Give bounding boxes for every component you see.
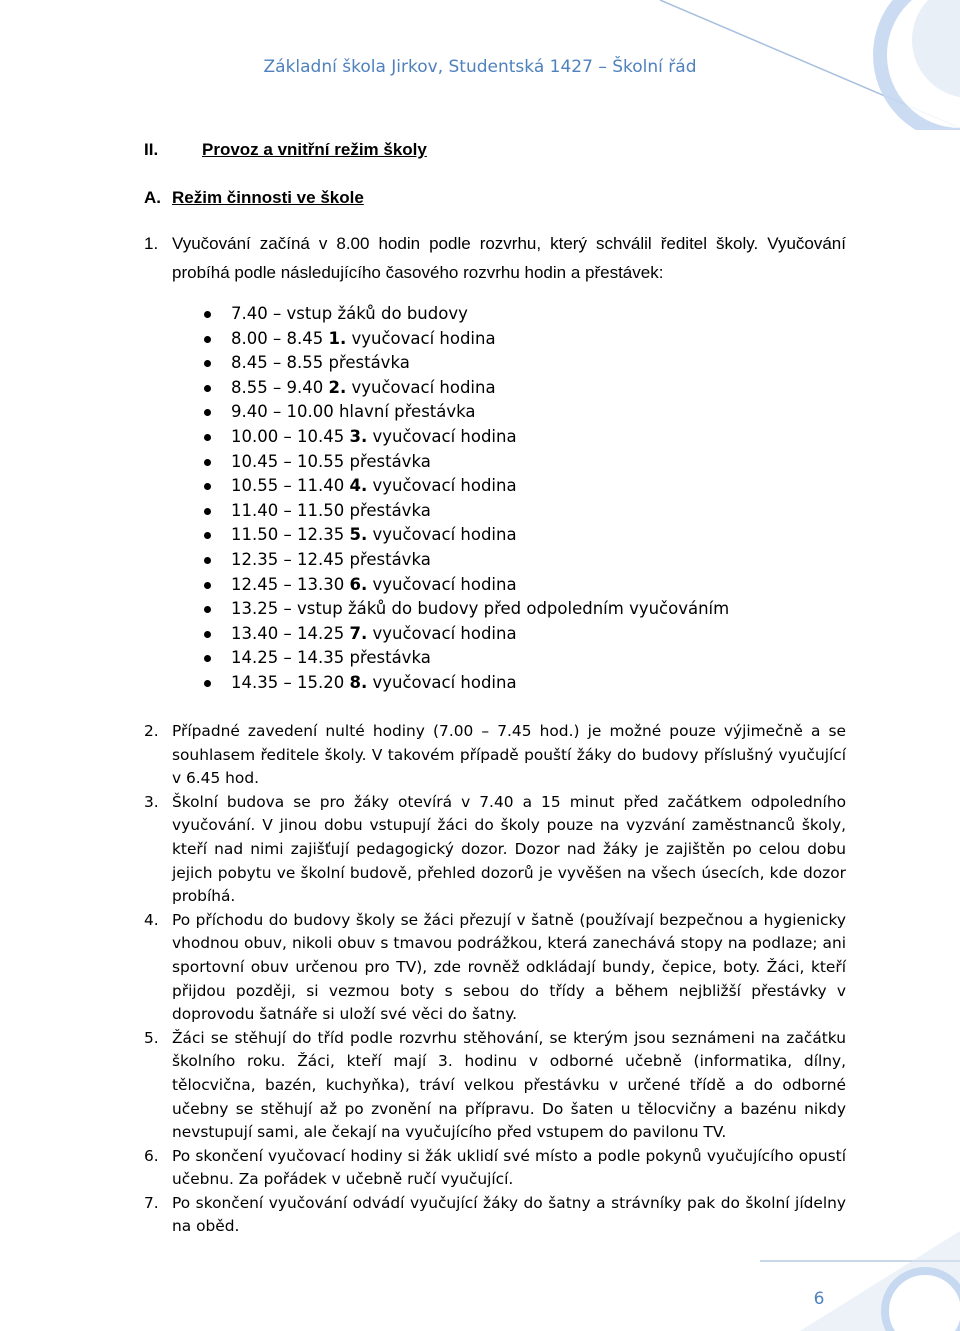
schedule-time: 7.40 – vstup žáků do budovy <box>231 304 468 323</box>
schedule-item <box>200 548 729 573</box>
rule-text: Školní budova se pro žáky otevírá v 7.40 a 15 minut před začátkem odpoledního vyučování. V jinou dobu vstupují žáci do školy pouze na vyzvání zaměstnanců školy, kteří nad nimi zajišťují pedagogický dozor. Dozor nad žáky je zajištěn po celou dobu jejich pobytu ve školní budově, přehled dozorů je vyvěšen na všech úsecích, kde dozor probíhá. <box>172 792 846 906</box>
schedule-time: 12.35 – 12.45 přestávka <box>231 549 431 569</box>
rule-item <box>144 720 846 791</box>
schedule-item <box>200 646 729 671</box>
schedule-time: 14.25 – 14.35 přestávka <box>231 648 431 668</box>
page-number-decoration <box>760 1231 960 1331</box>
lesson-number: 4. <box>349 476 368 496</box>
subsection-title-text: Režim činnosti ve škole <box>172 188 364 207</box>
bullet-icon <box>204 557 211 564</box>
schedule-time: 11.40 – 11.50 přestávka <box>231 500 431 520</box>
bullet-icon <box>204 606 211 613</box>
schedule-time: 12.45 – 13.30 <box>231 574 350 594</box>
bullet-icon <box>204 483 211 490</box>
schedule-time: 9.40 – 10.00 hlavní přestávka <box>231 402 476 422</box>
section-number: II. <box>144 140 159 159</box>
rule-item <box>144 791 846 909</box>
schedule-item <box>200 671 729 696</box>
lesson-label: vyučovací hodina <box>346 328 496 348</box>
schedule-item <box>200 327 729 352</box>
rule-number: 4. <box>144 910 159 929</box>
schedule-item <box>200 425 729 450</box>
schedule-item <box>200 474 729 499</box>
bullet-icon <box>204 434 211 441</box>
schedule-time: 13.25 – vstup žáků do budovy před odpoledním vyučováním <box>231 599 730 619</box>
bullet-icon <box>204 459 211 466</box>
lesson-number: 7. <box>349 623 368 643</box>
schedule-item <box>200 450 729 475</box>
schedule-time: 11.50 – 12.35 <box>231 525 350 545</box>
intro-paragraph <box>144 229 846 287</box>
paragraph-number: 1. <box>144 234 159 253</box>
lesson-number: 6. <box>349 574 368 594</box>
bullet-icon <box>204 311 211 318</box>
bullet-icon <box>204 360 211 367</box>
lesson-label: vyučovací hodina <box>367 476 517 496</box>
bullet-icon <box>204 655 211 662</box>
rule-text: Po skončení vyučování odvádí vyučující žáky do šatny a strávníky pak do školní jídelny na oběd. <box>172 1193 846 1236</box>
rule-text: Případné zavedení nulté hodiny (7.00 – 7.45 hod.) je možné pouze výjimečně a se souhlasem ředitele školy. V takovém případě pouští žáky do budovy příslušný vyučující v 6.45 hod. <box>172 722 846 788</box>
schedule-item <box>200 622 729 647</box>
rule-number: 5. <box>144 1028 159 1047</box>
schedule-item <box>200 351 729 376</box>
rule-item <box>144 1145 846 1192</box>
lesson-number: 1. <box>328 328 347 348</box>
subsection-title <box>144 188 364 208</box>
schedule-item <box>200 376 729 401</box>
rule-text: Žáci se stěhují do tříd podle rozvrhu stěhování, se kterým jsou seznámeni na začátku školního roku. Žáci, kteří mají 3. hodinu v odborné učebně (informatika, dílny, tělocvična, bazén, kuchyňka), tráví velkou přestávku v určené třídě a do odborné učebny se stěhují až po zvonění na přípravu. Do šaten u tělocvičny a bazénu nikdy nevstupují sami, ale čekají na vyučujícího před vstupem do pavilonu TV. <box>172 1028 846 1142</box>
rule-number: 3. <box>144 792 159 811</box>
rule-number: 2. <box>144 722 159 740</box>
schedule-time: 8.55 – 9.40 <box>231 377 329 397</box>
bullet-icon <box>204 582 211 589</box>
bullet-icon <box>204 336 211 343</box>
lesson-label: vyučovací hodina <box>367 623 517 643</box>
lesson-number: 2. <box>328 377 347 397</box>
lesson-number: 3. <box>349 426 368 446</box>
subsection-number: A. <box>144 188 161 207</box>
schedule-time: 13.40 – 14.25 <box>231 623 350 643</box>
bullet-icon <box>204 508 211 515</box>
schedule-item <box>200 302 729 327</box>
rule-text: Po skončení vyučovací hodiny si žák uklidí své místo a podle pokynů vyučujícího opustí učebnu. Za pořádek v učebně ručí vyučující. <box>172 1146 846 1189</box>
paragraph-text: Vyučování začíná v 8.00 hodin podle rozvrhu, který schválil ředitel školy. Vyučování probíhá podle následujícího časového rozvrhu hodin a přestávek: <box>172 234 846 282</box>
schedule-time: 10.45 – 10.55 přestávka <box>231 451 431 471</box>
bullet-icon <box>204 631 211 638</box>
rule-text: Po příchodu do budovy školy se žáci přezují v šatně (používají bezpečnou a hygienicky vhodnou obuv, nikoli obuv s tmavou podrážkou, která zanechává stopy na podlaze; ani sportovní obuv určenou pro TV), zde rovněž odkládají bundy, čepice, boty. Žáci, kteří přijdou později, si vezmou boty s sebou do třídy a během nejbližší přestávky v doprovodu šatnáře si uloží své věci do šatny. <box>172 910 846 1024</box>
rule-number: 6. <box>144 1146 159 1165</box>
page-number: 6 <box>813 1289 825 1309</box>
rule-item <box>144 1192 846 1239</box>
bullet-icon <box>204 680 211 687</box>
schedule-time: 8.00 – 8.45 <box>231 328 329 348</box>
bullet-icon <box>204 409 211 416</box>
rules-list <box>144 720 846 1239</box>
bullet-icon <box>204 532 211 539</box>
schedule-time: 10.00 – 10.45 <box>231 426 350 446</box>
schedule-time: 8.45 – 8.55 přestávka <box>231 353 410 373</box>
lesson-label: vyučovací hodina <box>367 672 517 692</box>
page-header: Základní škola Jirkov, Studentská 1427 – Školní řád <box>263 57 697 77</box>
lesson-label: vyučovací hodina <box>346 377 496 397</box>
rule-item <box>144 909 846 1027</box>
lesson-number: 5. <box>349 525 368 545</box>
schedule-time: 10.55 – 11.40 <box>231 476 350 496</box>
section-title <box>144 140 427 160</box>
lesson-label: vyučovací hodina <box>367 426 517 446</box>
rule-number: 7. <box>144 1193 159 1212</box>
schedule-item <box>200 597 729 622</box>
schedule-item <box>200 499 729 524</box>
schedule-item <box>200 523 729 548</box>
section-title-text: Provoz a vnitřní režim školy <box>202 140 427 159</box>
bullet-icon <box>204 385 211 392</box>
schedule-list <box>200 302 729 696</box>
lesson-label: vyučovací hodina <box>367 574 517 594</box>
schedule-item <box>200 573 729 598</box>
schedule-time: 14.35 – 15.20 <box>231 672 350 692</box>
lesson-label: vyučovací hodina <box>367 525 517 545</box>
lesson-number: 8. <box>349 672 368 692</box>
rule-item <box>144 1027 846 1145</box>
schedule-item <box>200 400 729 425</box>
